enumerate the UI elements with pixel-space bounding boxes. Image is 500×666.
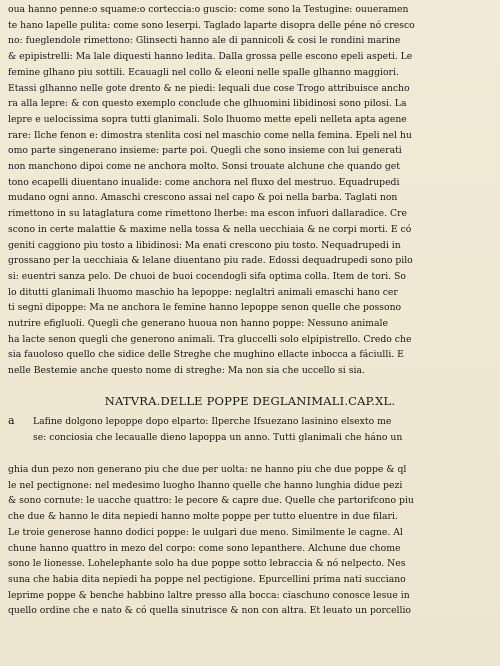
text-line: oua hanno penne:o squame:o corteccia:o guscio: come sono la Testugine: ouueramen — [8, 4, 409, 15]
text-line: ghia dun pezo non generano piu che due per uolta: ne hanno piu che due poppe & ql — [8, 464, 407, 475]
text-line: sia fauoloso quello che sidice delle Streghe che mughino ellacte inbocca a fáciulli. E — [8, 349, 404, 361]
text-line: & sono cornute: le uacche quattro: le pecore & capre due. Quelle che partorifcono piu — [8, 495, 414, 507]
text-line: sono le lionesse. Lohelephante solo ha due poppe sotto lebraccia & nó nelpecto. Nes — [8, 558, 406, 570]
text-line: mudano ogni anno. Amaschi crescono assai nel capo & poi nella barba. Taglati non — [8, 192, 398, 204]
paragraph-poppe-intro — [33, 414, 488, 445]
text-line: lo ditutti glanimali lhuomo maschio ha lepoppe: neglaltri animali emaschi hano cer — [8, 286, 398, 298]
text-line: rare: Ilche fenon e: dimostra stenlita cosi nel maschio come nella femina. Epeli nel hu — [8, 129, 412, 141]
text-line: Etassi glhanno nelle gote drento & ne piedi: lequali due cose Trogo attribuisce ancho — [8, 82, 410, 94]
text-line: te hano lapelle pulita: come sono leserpi. Taglado laparte disopra delle péne nó cresco — [8, 19, 415, 31]
text-line: chune hanno quattro in mezo del corpo: come sono lepanthere. Alchune due chome — [8, 542, 401, 554]
text-line: tono ecapelli diuentano inualide: come anchora nel fluxo del mestruo. Equadrupedi — [8, 176, 400, 188]
text-line: femine glhano piu sottili. Ecauagli nel collo & eleoni nelle spalle glhanno maggiori. — [8, 66, 399, 78]
text-line: omo parte singenerano insieme: parte poi. Quegli che sono insieme con lui generati — [8, 145, 402, 157]
text-line: Lafine dolgono lepoppe dopo elparto: Ilperche Ifsuezano lasinino elsexto me — [33, 416, 392, 427]
text-line: grossano per la uecchiaia & lelane diuentano piu rade. Edossi dequadrupedi sono pilo — [8, 255, 413, 267]
text-line: leprime poppe & benche habbino laltre presso alla bocca: ciaschuno conosce lesue in — [8, 589, 410, 601]
text-line: scono in certe malattie & maxime nella tossa & nella uecchiaia & ne corpi morti. E có — [8, 223, 412, 235]
paragraph-hair — [8, 2, 488, 379]
text-line: si: euentri sanza pelo. De chuoi de buoi cocendogli sifa optima colla. Item de tori. So — [8, 270, 406, 282]
chapter-heading: NATVRA.DELLE POPPE DEGLANIMALI.CAP.XL. — [104, 394, 396, 408]
margin-marker: a — [8, 414, 15, 427]
text-line: ti segni dipoppe: Ma ne anchora le femine hanno lepoppe senon quelle che possono — [8, 302, 402, 314]
text-line: le nel pectignone: nel medesimo luogho lhanno quelle che hanno lunghia didue pezi — [8, 479, 403, 491]
text-line: no: fueglendole rimettono: Glinsecti hanno ale di pannicoli & cosi le rondini marine — [8, 35, 401, 47]
text-line: rimettono in su lataglatura come rimettono lherbe: ma escon infuori dallaradice. Cre — [8, 208, 408, 220]
text-line: nutrire efigluoli. Quegli che generano huoua non hanno poppe: Nessuno animale — [8, 318, 388, 330]
text-line: se: conciosia che lecaualle dieno lapoppa un anno. Tutti glanimali che háno un — [33, 431, 403, 443]
text-line: che due & hanno le dita nepiedi hanno molte poppe per tutto eluentre in due filari. — [8, 511, 398, 523]
text-line: nelle Bestemie anche questo nome di streghe: Ma non sia che uccello si sia. — [8, 365, 365, 377]
text-line: non manchono dipoi come ne anchora molto. Sonsi trouate alchune che quando get — [8, 161, 400, 173]
text-line: suna che habia dita nepiedi ha poppe nel pectigione. Epurcellini prima nati succiano — [8, 573, 406, 585]
text-line: quello ordine che e nato & có quella sinutrisce & non con altra. Et leuato un porcellio — [8, 605, 411, 617]
text-line: lepre e uelocissima sopra tutti glanimali. Solo lhuomo mette epeli nelleta apta agene — [8, 113, 407, 125]
text-line: & epipistrelli: Ma lale diquesti hanno ledita. Dalla grossa pelle escono epeli aspeti. Le — [8, 51, 413, 63]
text-line: ha lacte senon quegli che generono animali. Tra gluccelli solo elpipistrello. Credo che — [8, 333, 412, 345]
text-line: Le troie generose hanno dodici poppe: le uulgari due meno. Similmente le cagne. Al — [8, 526, 403, 538]
text-line: geniti caggiono piu tosto a libidinosi: Ma enati crescono piu tosto. Nequadrupedi in — [8, 239, 401, 251]
text-line: ra alla lepre: & con questo exemplo conclude che glhuomini libidinosi sono pilosi. La — [8, 98, 407, 110]
paragraph-poppe — [8, 462, 488, 619]
